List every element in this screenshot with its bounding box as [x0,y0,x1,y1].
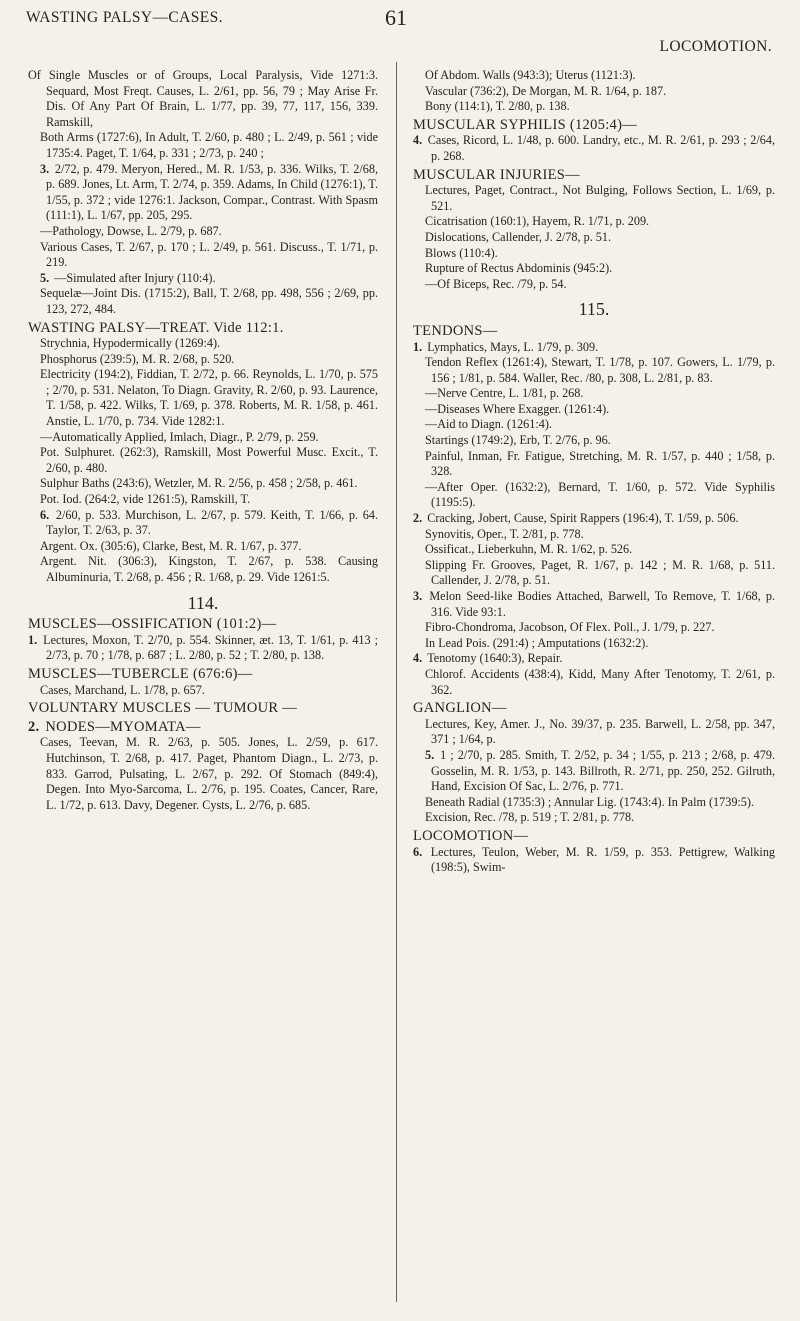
section-number [28,592,378,613]
entry-text: Both Arms (1727:6), In Adult, T. 2/60, p. 480 ; L. 2/49, p. 561 ; vide 1735:4. Paget, T. 1/64, p. 331 ; 2/73, p. 240 ; [40,130,378,160]
index-entry [413,511,775,527]
margin-number: 1. [413,339,426,354]
entry-text: Cases, Marchand, L. 1/78, p. 657. [40,682,205,697]
index-entry [40,492,378,508]
margin-number: 5. [425,747,439,762]
right-column [413,68,775,876]
index-entry [425,542,775,558]
entry-text: Pot. Iod. (264:2, vide 1261:5), Ramskill, T. [40,492,251,507]
index-entry [40,286,378,317]
entry-text: Rupture of Rectus Abdominis (945:2). [425,261,613,276]
entry-text: —Simulated after Injury (110:4). [54,270,216,285]
index-entry [40,554,378,585]
index-entry [425,635,775,652]
margin-number: 1. [28,632,42,647]
entry-text: Of Single Muscles or of Groups, Local Paralysis, Vide 1271:3. Sequard, Most Freqt. Causes, L. 2/61, pp. 56, 79 ; May Arise Fr. Dis. Of Any Part Of Brain, L. 1/77, pp. 39, 77, 117, 156, 339. Ramskill, [28,68,378,129]
index-entry [425,355,775,386]
index-entry [425,479,775,511]
index-entry [425,386,775,402]
index-heading [413,324,775,340]
index-heading [413,118,775,134]
entry-text: Synovitis, Oper., T. 2/81, p. 778. [425,526,584,541]
index-entry [40,270,378,287]
index-heading [28,701,378,717]
index-heading [28,617,378,633]
entry-text: —Aid to Diagn. (1261:4). [425,417,552,432]
entry-text: Tenotomy (1640:3), Repair. [427,651,563,666]
entry-text: Slipping Fr. Grooves, Paget, R. 1/67, p. 142 ; M. R. 1/68, p. 511. Callender, J. 2/78, p. 51. [425,557,775,588]
entry-text: Tendon Reflex (1261:4), Stewart, T. 1/78, p. 107. Gowers, L. 1/79, p. 156 ; 1/81, p. 584. Waller, Rec. /80, p. 308, L. 2/81, p. 83. [425,355,775,385]
index-entry [413,844,776,876]
entry-text: LOCOMOTION— [413,827,529,844]
entry-text: Lymphatics, Mays, L. 1/79, p. 309. [427,339,599,354]
index-heading [28,667,378,683]
entry-text: Lectures, Paget, Contract., Not Bulging, Follows Section, L. 1/69, p. 521. [425,183,775,213]
index-entry [425,716,775,748]
entry-text: Pot. Sulphuret. (262:3), Ramskill, Most Powerful Musc. Excit., T. 2/60, p. 480. [40,445,378,475]
index-entry [425,810,775,826]
index-entry [425,99,775,115]
margin-number: 3. [40,161,53,176]
entry-text: 1 ; 2/70, p. 285. Smith, T. 2/52, p. 34 ; 1/55, p. 213 ; 2/68, p. 479. Gosselin, M. R. 1/53, p. 143. Billroth, R. 2/71, pp. 250, 252. Gilruth, Hand, Excision Of Sac, L. 2/76, p. 771. [431,747,775,794]
entry-text: Bony (114:1), T. 2/80, p. 138. [425,99,570,114]
index-entry [425,747,775,795]
entry-text: —Automatically Applied, Imlach, Diagr., P. 2/79, p. 259. [40,429,319,444]
entry-text: Of Abdom. Walls (943:3); Uterus (1121:3). [425,68,636,82]
index-entry [40,682,378,699]
margin-number: 4. [413,651,426,666]
margin-number: 5. [40,270,53,285]
index-entry [28,68,378,130]
entry-text: Cases, Ricord, L. 1/48, p. 600. Landry, etc., M. R. 2/61, p. 293 ; 2/64, p. 268. [427,133,776,163]
entry-text: Various Cases, T. 2/67, p. 170 ; L. 2/49, p. 561. Discuss., T. 1/71, p. 219. [40,239,378,270]
entry-text: NODES—MYOMATA— [45,718,201,735]
entry-text: MUSCULAR SYPHILIS (1205:4)— [413,116,638,133]
entry-text: —Nerve Centre, L. 1/81, p. 268. [425,386,584,401]
index-entry [425,261,775,277]
section-number [413,299,775,320]
index-entry [40,429,378,446]
entry-text: Painful, Inman, Fr. Fatigue, Stretching, M. R. 1/57, p. 440 ; 1/58, p. 328. [425,448,775,479]
index-entry [425,183,775,214]
index-entry [28,632,379,664]
entry-text: Fibro-Chondroma, Jacobson, Of Flex. Poll., J. 1/79, p. 227. [425,620,715,635]
index-entry [40,239,378,271]
index-entry [425,229,775,246]
entry-text: In Lead Pois. (291:4) ; Amputations (1632:2). [425,635,649,650]
entry-text: VOLUNTARY MUSCLES — TUMOUR — [28,700,298,717]
margin-number: 2. [413,511,426,526]
entry-text: Argent. Ox. (305:6), Clarke, Best, M. R. 1/67, p. 377. [40,538,302,553]
entry-text: Beneath Radial (1735:3) ; Annular Lig. (1743:4). In Palm (1739:5). [425,794,755,809]
index-entry [413,133,776,164]
index-entry [413,339,775,356]
index-heading [413,829,775,845]
margin-number: 3. [413,589,428,603]
index-entry [425,401,775,418]
margin-number: 2. [28,718,44,735]
entry-text: Cases, Teevan, M. R. 2/63, p. 505. Jones, L. 2/59, p. 617. Hutchinson, T. 2/68, p. 417. Paget, Phantom Diagn., L. 2/73, p. 833. Garrod, Pulsating, L. 2/67, p. 292. Of Stomach (849:4), Degen. Into Myo-Sarcoma, L. 2/76, p. 195. Coates, Cancer, Rare, L. 1/72, p. 613. Davy, Degener. Cysts, L. 2/76, p. 685. [40,735,378,812]
entry-text: —Pathology, Dowse, L. 2/79, p. 687. [40,223,222,238]
entry-text: Electricity (194:2), Fiddian, T. 2/72, p. 66. Reynolds, L. 1/70, p. 575 ; 2/70, p. 531. Nelaton, To Diagn. Gravity, R. 2/60, p. 93. Laurence, T. 1/58, p. 422. Wilks, T. 1/69, p. 378. Roberts, M. R. 1/58, p. 461. Anstie, L. 1/70, p. 734. Vide 1282:1. [40,367,378,429]
entry-text: Lectures, Teulon, Weber, M. R. 1/59, p. 353. Pettigrew, Walking (198:5), Swim- [430,844,776,875]
entry-text: Cicatrisation (160:1), Hayem, R. 1/71, p. 209. [425,214,650,229]
entry-text: Sequelæ—Joint Dis. (1715:2), Ball, T. 2/68, pp. 498, 556 ; 2/69, pp. 123, 272, 484. [40,286,378,316]
entry-text: 115. [578,299,610,320]
entry-text: Vascular (736:2), De Morgan, M. R. 1/64, p. 187. [425,83,667,98]
index-entry [425,245,775,262]
index-entry [425,557,775,589]
index-heading [413,168,775,184]
index-entry [425,526,775,543]
index-entry [40,223,378,240]
index-entry [425,214,775,230]
entry-text: Ossificat., Lieberkuhn, M. R. 1/62, p. 526. [425,542,633,557]
index-entry [425,276,775,293]
index-entry [413,651,775,667]
entry-text: Cracking, Jobert, Cause, Spirit Rappers (196:4), T. 1/59, p. 506. [427,511,739,526]
page-header [0,0,800,78]
entry-text: MUSCLES—TUBERCLE (676:6)— [28,665,253,682]
index-entry [40,538,378,555]
entry-text: 2/72, p. 479. Meryon, Hered., M. R. 1/53, p. 336. Wilks, T. 2/68, p. 689. Jones, Lt. Arm, T. 2/74, p. 359. Adams, In Child (1276:1), T. 1/55, p. 372 ; vide 1276:1. Jackson, Compar., Contrast. With Spasm (111:1), L. 1/67, pp. 205, 295. [46,161,378,223]
margin-number: 6. [413,844,429,859]
entry-text: Argent. Nit. (306:3), Kingston, T. 2/67, p. 538. Causing Albuminuria, T. 2/68, p. 456 ; R. 1/68, p. 29. Vide 1261:5. [40,554,378,584]
entry-text: Lectures, Moxon, T. 2/70, p. 554. Skinner, æt. 13, T. 1/61, p. 413 ; 2/73, p. 70 ; 1/78, p. 687 ; L. 2/80, p. 52 ; T. 2/80, p. 138. [43,632,379,663]
entry-text: —Diseases Where Exagger. (1261:4). [425,401,610,416]
entry-text: Dislocations, Callender, J. 2/78, p. 51. [425,229,612,244]
index-entry [40,445,378,476]
entry-text: Excision, Rec. /78, p. 519 ; T. 2/81, p. 778. [425,810,635,825]
index-entry [425,433,775,449]
index-heading [28,720,378,736]
running-head-left: WASTING PALSY—CASES. [26,9,223,26]
entry-text: Melon Seed-like Bodies Attached, Barwell, To Remove, T. 1/68, p. 316. Vide 93:1. [429,589,775,619]
entry-text: Sulphur Baths (243:6), Wetzler, M. R. 2/56, p. 458 ; 2/58, p. 461. [40,476,358,491]
entry-text: 114. [187,592,219,613]
margin-number: 6. [40,507,54,522]
entry-text: WASTING PALSY—TREAT. Vide 112:1. [28,319,284,336]
entry-text: GANGLION— [413,700,507,717]
entry-text: Chlorof. Accidents (438:4), Kidd, Many After Tenotomy, T. 2/61, p. 362. [425,666,775,697]
running-head-right: LOCOMOTION. [659,38,772,55]
entry-text: Startings (1749:2), Erb, T. 2/76, p. 96. [425,433,611,448]
entry-text: Lectures, Key, Amer. J., No. 39/37, p. 235. Barwell, L. 2/58, pp. 347, 371 ; 1/64, p. [425,716,775,747]
index-entry [425,448,775,480]
entry-text: Blows (110:4). [425,245,498,260]
index-entry [40,336,378,352]
column-divider [396,62,397,1302]
index-entry [40,367,378,429]
margin-number: 4. [413,133,426,148]
index-entry [40,161,378,224]
index-heading [413,701,775,717]
index-entry [40,351,378,368]
entry-text: TENDONS— [413,322,498,339]
index-entry [40,130,378,161]
entry-text: 2/60, p. 533. Murchison, L. 2/67, p. 579. Keith, T. 1/66, p. 64. Taylor, T. 2/63, p. 37. [46,507,379,538]
index-entry [425,83,775,100]
entry-text: —After Oper. (1632:2), Bernard, T. 1/60, p. 572. Vide Syphilis (1195:5). [425,479,775,510]
left-column [28,68,378,813]
index-entry [425,68,775,84]
index-entry [425,794,775,811]
index-entry [413,589,775,620]
entry-text: Phosphorus (239:5), M. R. 2/68, p. 520. [40,351,235,366]
index-entry [425,417,775,433]
index-heading [28,321,378,337]
index-entry [425,666,775,698]
entry-text: MUSCULAR INJURIES— [413,166,580,183]
index-entry [40,507,379,539]
entry-text: Strychnia, Hypodermically (1269:4). [40,336,221,351]
index-entry [425,620,775,636]
entry-text: MUSCLES—OSSIFICATION (101:2)— [28,616,277,633]
entry-text: —Of Biceps, Rec. /79, p. 54. [425,276,567,291]
index-entry [40,735,378,813]
page-number: 61 [385,5,407,30]
index-entry [40,476,378,492]
